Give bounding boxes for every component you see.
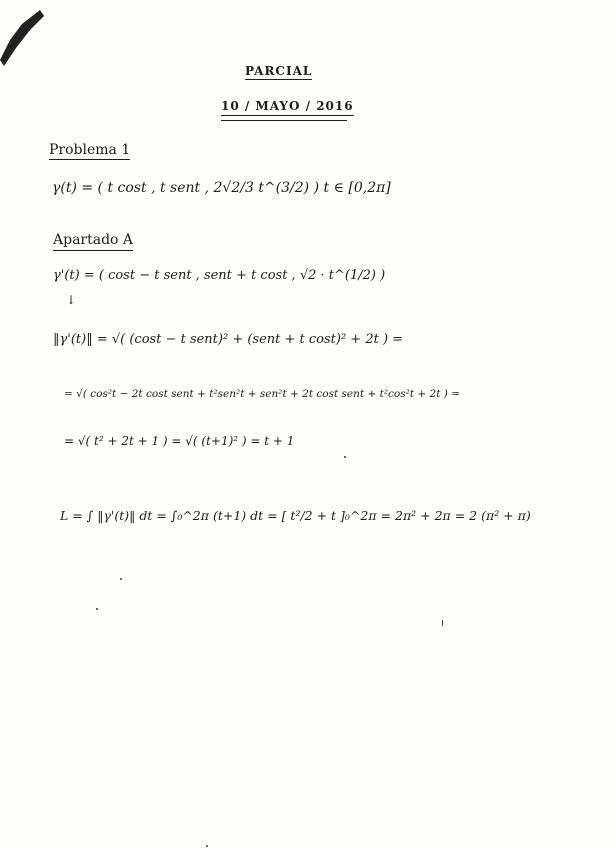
expanded-equation: = √( cos²t − 2t cost sent + t²sen²t + sen²t + 2t cost sent + t²cos²t + 2t ) = (64, 388, 460, 400)
problem-heading: Problema 1 (49, 142, 131, 158)
down-arrow-icon: ↓ (66, 293, 77, 307)
scan-speck (96, 608, 98, 610)
date-double-underline (221, 120, 347, 121)
scan-speck (344, 456, 346, 458)
arc-length-equation: L = ∫ ‖γ'(t)‖ dt = ∫₀^2π (t+1) dt = [ t²/2 + t ]₀^2π = 2π² + 2π = 2 (π² + π) (60, 508, 531, 523)
section-heading: Apartado A (53, 232, 133, 251)
norm-equation: ‖γ'(t)‖ = √( (cost − t sent)² + (sent + t cost)² + 2t ) = (53, 332, 404, 347)
derivative-equation: γ'(t) = ( cost − t sent , sent + t cost , √2 · t^(1/2) ) (53, 268, 386, 283)
simplified-equation: = √( t² + 2t + 1 ) = √( (t+1)² ) = t + 1 (64, 434, 295, 448)
scan-speck (120, 578, 122, 580)
page-title: PARCIAL (245, 64, 313, 78)
scan-speck (206, 845, 208, 847)
scan-speck (442, 620, 443, 626)
exam-date: 10 / MAYO / 2016 (221, 99, 354, 116)
corner-smudge (0, 10, 44, 66)
curve-definition: γ(t) = ( t cost , t sent , 2√2/3 t^(3/2) ) t ∈ [0,2π] (52, 180, 391, 196)
